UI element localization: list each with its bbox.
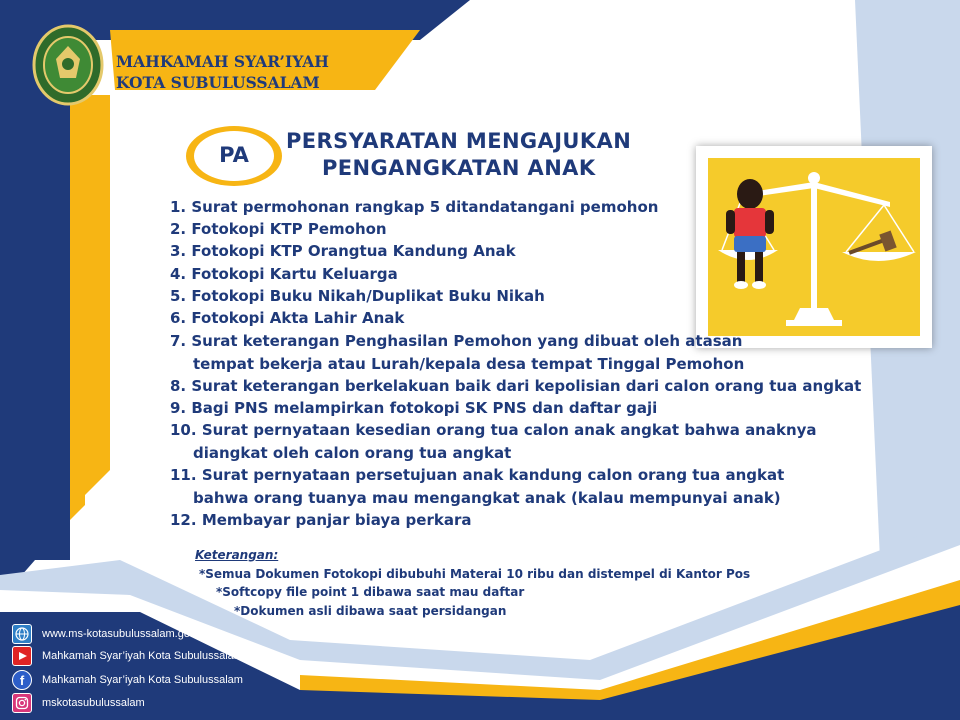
org-name-line2: KOTA SUBULUSSALAM — [116, 73, 320, 92]
social-link-text: Mahkamah Syar’iyah Kota Subulussalam — [42, 650, 243, 662]
notes-heading: Keterangan: — [195, 548, 279, 562]
note-item: *Dokumen asli dibawa saat persidangan — [234, 604, 507, 618]
social-link-text: mskotasubulussalam — [42, 697, 145, 709]
org-name-line1: MAHKAMAH SYAR’IYAH — [116, 52, 329, 71]
globe-icon — [12, 624, 32, 644]
requirement-item: 3. Fotokopi KTP Orangtua Kandung Anak — [170, 242, 516, 260]
requirement-item: 8. Surat keterangan berkelakuan baik dari kepolisian dari calon orang tua angkat — [170, 377, 862, 395]
requirement-item-continuation: bahwa orang tuanya mau mengangkat anak (kalau mempunyai anak) — [193, 489, 781, 507]
requirement-item-continuation: tempat bekerja atau Lurah/kepala desa tempat Tinggal Pemohon — [193, 355, 745, 373]
note-item: *Semua Dokumen Fotokopi dibubuhi Materai 10 ribu dan distempel di Kantor Pos — [199, 567, 751, 581]
youtube-icon — [12, 646, 32, 666]
requirement-item-continuation: diangkat oleh calon orang tua angkat — [193, 444, 512, 462]
requirement-item: 4. Fotokopi Kartu Keluarga — [170, 265, 398, 283]
requirement-item: 5. Fotokopi Buku Nikah/Duplikat Buku Nikah — [170, 287, 545, 305]
page-title-line1: PERSYARATAN MENGAJUKAN — [286, 129, 632, 153]
facebook-icon: f — [12, 670, 32, 690]
court-logo — [32, 24, 104, 106]
requirement-item: 1. Surat permohonan rangkap 5 ditandatangani pemohon — [170, 198, 659, 216]
requirement-item: 9. Bagi PNS melampirkan fotokopi SK PNS dan daftar gaji — [170, 399, 658, 417]
requirement-item: 7. Surat keterangan Penghasilan Pemohon yang dibuat oleh atasan — [170, 332, 743, 350]
page-title-line2: PENGANGKATAN ANAK — [322, 156, 596, 180]
requirement-item: 12. Membayar panjar biaya perkara — [170, 511, 472, 529]
social-link-text: www.ms-kotasubulussalam.go.id — [42, 628, 202, 640]
justice-scale-child-illustration — [708, 158, 920, 336]
social-link-youtube[interactable] — [12, 645, 252, 667]
pa-badge-text: PA — [219, 143, 249, 167]
requirement-item: 2. Fotokopi KTP Pemohon — [170, 220, 387, 238]
note-item: *Softcopy file point 1 dibawa saat mau daftar — [216, 585, 525, 599]
illustration-frame — [696, 146, 932, 348]
requirement-item: 10. Surat pernyataan kesedian orang tua calon anak angkat bahwa anaknya — [170, 421, 817, 439]
requirement-item: 11. Surat pernyataan persetujuan anak kandung calon orang tua angkat — [170, 466, 785, 484]
social-link-facebook[interactable] — [12, 669, 252, 691]
social-link-instagram[interactable] — [12, 692, 252, 714]
social-link-text: Mahkamah Syar’iyah Kota Subulussalam — [42, 674, 243, 686]
instagram-icon — [12, 693, 32, 713]
social-link-website[interactable] — [12, 623, 252, 645]
requirement-item: 6. Fotokopi Akta Lahir Anak — [170, 309, 405, 327]
